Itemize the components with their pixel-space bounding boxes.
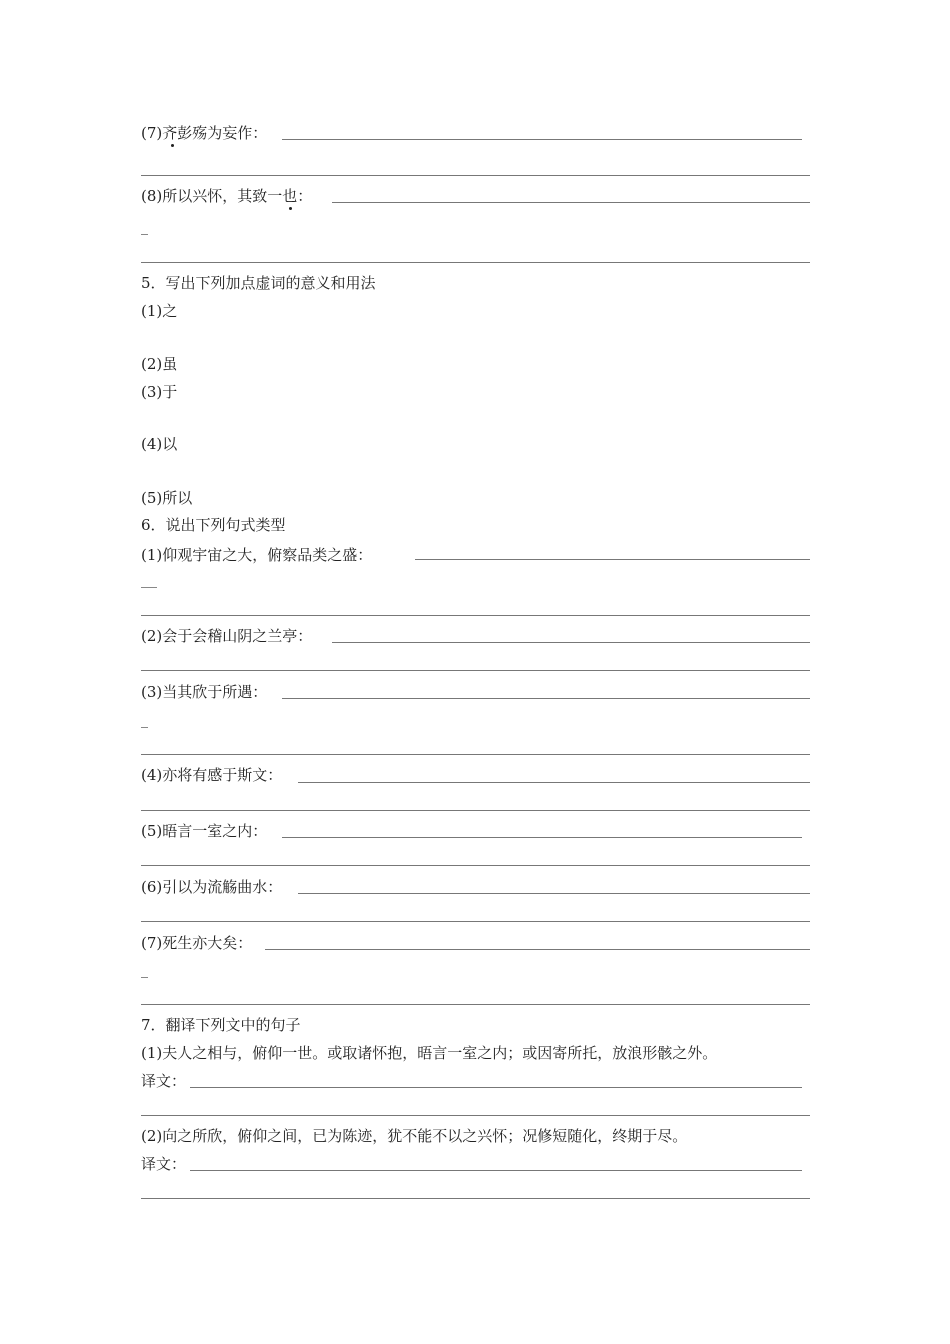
answer-line[interactable]: [282, 139, 802, 140]
answer-line[interactable]: [265, 949, 810, 950]
line-stub: [141, 977, 148, 978]
answer-line[interactable]: [298, 782, 810, 783]
section-7-heading: 7．翻译下列文中的句子: [141, 1016, 301, 1034]
section-6-item-7: (7)死生亦大矣：: [141, 934, 253, 952]
section-5-item-4: (4)以: [141, 435, 178, 453]
translation-line[interactable]: [190, 1170, 802, 1171]
section-7-item-1-text: (1)夫人之相与，俯仰一世。或取诸怀抱，晤言一室之内；或因寄所托，放浪形骸之外。: [141, 1044, 718, 1062]
section-6-item-3: (3)当其欣于所遇：: [141, 683, 268, 701]
section-5-heading: 5．写出下列加点虚词的意义和用法: [141, 274, 376, 292]
section-6-item-2: (2)会于会稽山阴之兰亭：: [141, 627, 313, 645]
section-5-item-5: (5)所以: [141, 489, 193, 507]
line-stub: [141, 727, 148, 728]
line-stub: [141, 234, 148, 235]
item-4-8: (8)所以兴怀，其致一也：: [141, 187, 313, 205]
answer-line[interactable]: [282, 837, 802, 838]
answer-line[interactable]: [141, 754, 810, 755]
translation-line[interactable]: [190, 1087, 802, 1088]
answer-line[interactable]: [141, 921, 810, 922]
section-7-item-2-text: (2)向之所欣，俯仰之间，已为陈迹，犹不能不以之兴怀；况修短随化，终期于尽。: [141, 1127, 688, 1145]
section-6-item-5: (5)晤言一室之内：: [141, 822, 268, 840]
section-7-item-2-label: 译文：: [141, 1155, 187, 1173]
answer-line[interactable]: [332, 642, 810, 643]
emphasis-dot: [171, 144, 174, 147]
section-6-item-6: (6)引以为流觞曲水：: [141, 878, 283, 896]
section-6-heading: 6．说出下列句式类型: [141, 516, 286, 534]
section-6-item-4: (4)亦将有感于斯文：: [141, 766, 283, 784]
translation-line[interactable]: [141, 1198, 810, 1199]
answer-line[interactable]: [141, 175, 810, 176]
emphasis-dot: [289, 207, 292, 210]
section-5-item-2: (2)虽: [141, 355, 178, 373]
answer-line[interactable]: [141, 615, 810, 616]
answer-line[interactable]: [298, 893, 810, 894]
section-6-item-1: (1)仰观宇宙之大，俯察品类之盛：: [141, 546, 373, 564]
answer-line[interactable]: [141, 810, 810, 811]
answer-line[interactable]: [141, 670, 810, 671]
translation-line[interactable]: [141, 1115, 810, 1116]
answer-line[interactable]: [141, 1004, 810, 1005]
answer-line[interactable]: [415, 559, 810, 560]
answer-line[interactable]: [141, 865, 810, 866]
answer-line[interactable]: [282, 698, 810, 699]
answer-line[interactable]: [141, 262, 810, 263]
section-5-item-3: (3)于: [141, 383, 178, 401]
answer-line[interactable]: [332, 202, 810, 203]
section-7-item-1-label: 译文：: [141, 1072, 187, 1090]
line-stub: [141, 587, 157, 588]
section-5-item-1: (1)之: [141, 302, 178, 320]
item-4-7: (7)齐彭殇为妄作：: [141, 124, 268, 142]
